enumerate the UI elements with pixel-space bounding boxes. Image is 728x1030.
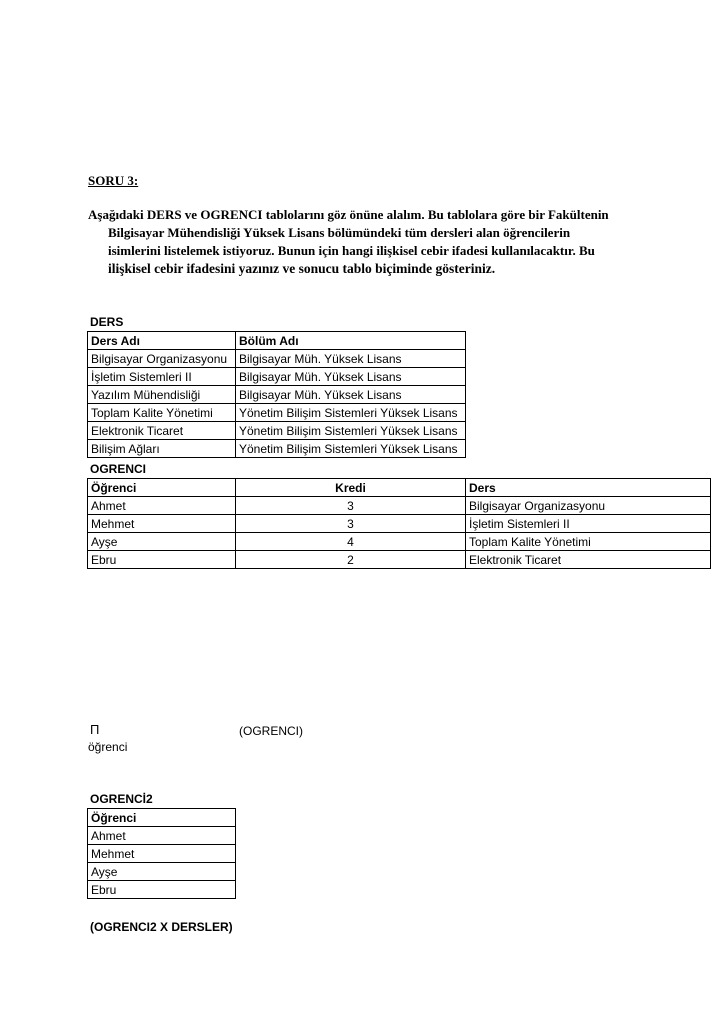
table-cell: Yönetim Bilişim Sistemleri Yüksek Lisans <box>236 404 466 422</box>
table-cell: Bilgisayar Müh. Yüksek Lisans <box>236 368 466 386</box>
question-line: ilişkisel cebir ifadesini yazınız ve sonucu tablo biçiminde gösteriniz. <box>108 261 496 276</box>
table-cell: Ayşe <box>88 533 236 551</box>
table-header-row <box>88 332 466 350</box>
table-header-row <box>88 809 236 827</box>
table-cell: 4 <box>236 533 466 551</box>
projection-subscript: öğrenci <box>88 740 128 754</box>
question-line: Aşağıdaki DERS ve OGRENCI tablolarını göz önüne alalım. Bu tablolara göre bir Fakültenin <box>88 207 609 222</box>
table-cell: Toplam Kalite Yönetimi <box>466 533 711 551</box>
column-header: Öğrenci <box>88 479 236 497</box>
product-expression: (OGRENCI2 X DERSLER) <box>90 920 233 934</box>
column-header: Ders <box>466 479 711 497</box>
table-cell: Mehmet <box>88 845 236 863</box>
table-cell: Yönetim Bilişim Sistemleri Yüksek Lisans <box>236 440 466 458</box>
question-heading: SORU 3: <box>88 173 139 188</box>
table-cell: Bilgisayar Müh. Yüksek Lisans <box>236 350 466 368</box>
table-row <box>88 515 711 533</box>
table-row <box>88 386 466 404</box>
table-cell: Bilgisayar Müh. Yüksek Lisans <box>236 386 466 404</box>
table-cell: Ahmet <box>88 497 236 515</box>
ogrenci2-table-label: OGRENCİ2 <box>90 792 153 806</box>
table-row <box>88 368 466 386</box>
table-cell: 2 <box>236 551 466 569</box>
table-cell: Elektronik Ticaret <box>88 422 236 440</box>
ogrenci-table-label: OGRENCI <box>90 462 147 476</box>
table-row <box>88 551 711 569</box>
table-row <box>88 533 711 551</box>
table-cell: Bilişim Ağları <box>88 440 236 458</box>
table-row <box>88 827 236 845</box>
table-cell: Ebru <box>88 881 236 899</box>
table-row <box>88 497 711 515</box>
table-cell: Mehmet <box>88 515 236 533</box>
ders-table <box>87 331 466 458</box>
table-cell: Yönetim Bilişim Sistemleri Yüksek Lisans <box>236 422 466 440</box>
table-cell: Bilgisayar Organizasyonu <box>466 497 711 515</box>
table-row <box>88 404 466 422</box>
table-cell: Ayşe <box>88 863 236 881</box>
table-cell: 3 <box>236 515 466 533</box>
question-line: Bilgisayar Mühendisliği Yüksek Lisans bölümündeki tüm dersleri alan öğrencilerin <box>108 225 571 240</box>
table-cell: 3 <box>236 497 466 515</box>
column-header: Kredi <box>236 479 466 497</box>
table-cell: Ebru <box>88 551 236 569</box>
table-header-row <box>88 479 711 497</box>
table-cell: Bilgisayar Organizasyonu <box>88 350 236 368</box>
table-row <box>88 845 236 863</box>
ogrenci2-table <box>87 808 236 899</box>
table-row <box>88 350 466 368</box>
table-cell: Ahmet <box>88 827 236 845</box>
column-header: Bölüm Adı <box>236 332 466 350</box>
column-header: Ders Adı <box>88 332 236 350</box>
table-cell: İşletim Sistemleri II <box>466 515 711 533</box>
table-row <box>88 863 236 881</box>
question-line: isimlerini listelemek istiyoruz. Bunun için hangi ilişkisel cebir ifadesi kullanılacaktır. Bu <box>108 243 595 258</box>
ogrenci-table <box>87 478 711 569</box>
question-text <box>88 206 648 278</box>
table-cell: İşletim Sistemleri II <box>88 368 236 386</box>
table-cell: Yazılım Mühendisliği <box>88 386 236 404</box>
table-cell: Elektronik Ticaret <box>466 551 711 569</box>
projection-symbol: Π <box>90 722 100 737</box>
table-cell: Toplam Kalite Yönetimi <box>88 404 236 422</box>
table-row <box>88 881 236 899</box>
ders-table-label: DERS <box>90 315 124 329</box>
column-header: Öğrenci <box>88 809 236 827</box>
table-row <box>88 422 466 440</box>
table-row <box>88 440 466 458</box>
projection-argument: (OGRENCI) <box>239 724 303 738</box>
